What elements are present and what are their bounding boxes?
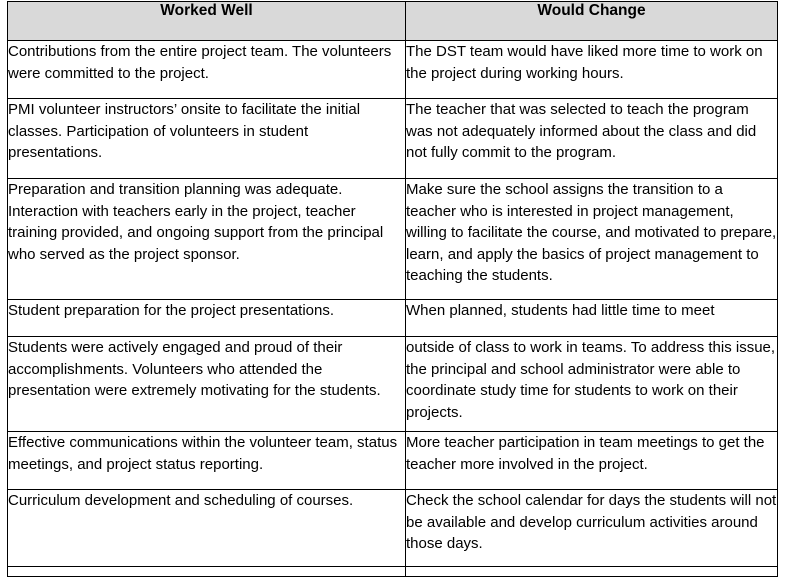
column-header-would-change xyxy=(406,2,778,41)
table-row xyxy=(8,99,778,179)
cell-text: Make sure the school assigns the transition to a teacher who is interested in project management, willing to facilitate the course, and motivated to prepare, learn, and apply the basics of project management to teaching the students. xyxy=(406,181,777,284)
table-row xyxy=(8,337,778,432)
cell-worked-well xyxy=(8,337,406,432)
table-row xyxy=(8,41,778,99)
cell-text: Preparation and transition planning was adequate. Interaction with teachers early in the project, teacher training provided, and ongoing support from the principal who served as the project sponsor. xyxy=(8,181,384,263)
table-row xyxy=(8,490,778,567)
cell-text: Effective communications within the volunteer team, status meetings, and project status reporting. xyxy=(8,434,398,473)
column-header-worked-well-label: Worked Well xyxy=(160,2,253,19)
cell-text: Curriculum development and scheduling of courses. xyxy=(8,492,354,509)
cell-worked-well xyxy=(8,179,406,300)
cell-text: When planned, students had little time to meet xyxy=(406,302,715,319)
cell-would-change xyxy=(406,337,778,432)
cell-text: The teacher that was selected to teach the program was not adequately informed about the class and did not fully commit to the program. xyxy=(406,101,757,161)
table-header xyxy=(8,2,778,41)
table-body xyxy=(8,41,778,577)
cell-text: More teacher participation in team meetings to get the teacher more involved in the project. xyxy=(406,434,765,473)
cell-text: The DST team would have liked more time to work on the project during working hours. xyxy=(406,43,763,82)
column-header-would-change-label: Would Change xyxy=(537,2,646,19)
cell-text: outside of class to work in teams. To address this issue, the principal and school administrator were able to coordinate study time for students to work on their projects. xyxy=(406,339,776,421)
table-row xyxy=(8,179,778,300)
cell-would-change xyxy=(406,300,778,337)
cell-would-change xyxy=(406,432,778,490)
cell-text: PMI volunteer instructors’ onsite to facilitate the initial classes. Participation of volunteers in student presentations. xyxy=(8,101,361,161)
cell-worked-well xyxy=(8,490,406,567)
cell-text: Contributions from the entire project team. The volunteers were committed to the project. xyxy=(8,43,392,82)
column-header-worked-well xyxy=(8,2,406,41)
cell-worked-well xyxy=(8,99,406,179)
cell-would-change xyxy=(406,99,778,179)
cell-would-change xyxy=(406,41,778,99)
cell-would-change xyxy=(406,179,778,300)
table-row xyxy=(8,432,778,490)
cell-text: Check the school calendar for days the students will not be available and develop curriculum activities around those days. xyxy=(406,492,777,552)
cell-worked-well xyxy=(8,432,406,490)
cell-worked-well xyxy=(8,300,406,337)
cell-text: Student preparation for the project presentations. xyxy=(8,302,335,319)
cell-would-change xyxy=(406,490,778,567)
table-header-row xyxy=(8,2,778,41)
cell-text: Students were actively engaged and proud of their accomplishments. Volunteers who attended the presentation were extremely motivating for the students. xyxy=(8,339,381,399)
cell-worked-well xyxy=(8,567,406,577)
lessons-learned-table xyxy=(7,1,778,577)
lessons-learned-table-container xyxy=(7,1,777,577)
table-row-partial xyxy=(8,567,778,577)
table-row xyxy=(8,300,778,337)
cell-would-change xyxy=(406,567,778,577)
cell-worked-well xyxy=(8,41,406,99)
